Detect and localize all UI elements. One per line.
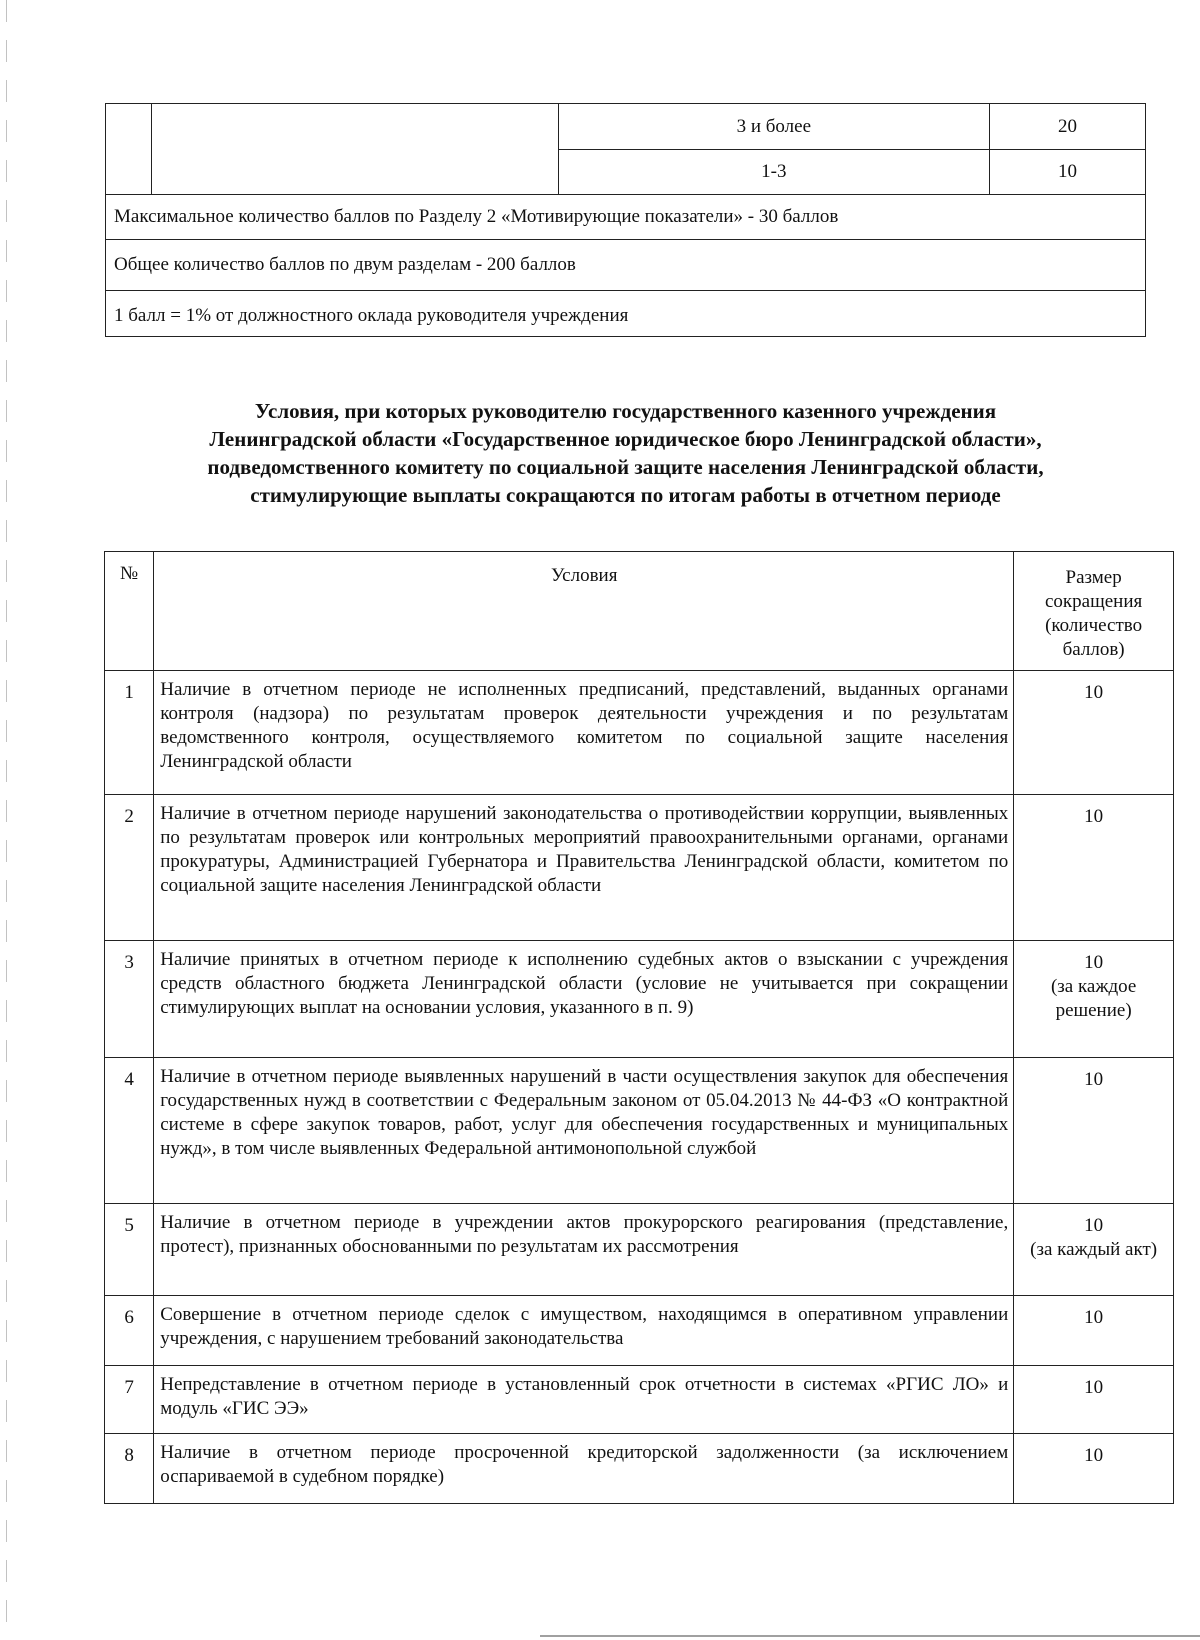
header-num: № [105, 552, 154, 671]
row-num: 3 [105, 941, 154, 1058]
row-points [1014, 671, 1174, 795]
points-value: 10 [1084, 1215, 1104, 1236]
empty-indicator-cell [151, 104, 558, 195]
score-range: 3 и более [558, 104, 990, 150]
summary-text: Максимальное количество баллов по Разделу 2 «Мотивирующие показатели» - 30 баллов [106, 195, 1146, 240]
points-value: 10 [1084, 1307, 1104, 1328]
conditions-heading [105, 397, 1146, 509]
table-row [105, 795, 1174, 941]
score-row [106, 104, 1146, 150]
row-points [1014, 1296, 1174, 1366]
row-num: 4 [105, 1058, 154, 1204]
reduction-conditions-table [104, 551, 1174, 1504]
table-row [105, 1434, 1174, 1504]
header-reduction-line: (количество [1045, 615, 1143, 636]
empty-num-cell [106, 104, 152, 195]
points-value: 10 [1084, 1377, 1104, 1398]
header-reduction [1014, 552, 1174, 671]
heading-line: стимулирующие выплаты сокращаются по итогам работы в отчетном периоде [250, 483, 1001, 507]
table-row [105, 1204, 1174, 1296]
summary-row-total [106, 240, 1146, 291]
row-num: 5 [105, 1204, 154, 1296]
row-num: 1 [105, 671, 154, 795]
score-points: 20 [990, 104, 1146, 150]
row-points [1014, 1204, 1174, 1296]
row-condition: Непредставление в отчетном периоде в установленный срок отчетности в системах «РГИС ЛО» и модуль «ГИС ЭЭ» [154, 1366, 1014, 1434]
heading-line: Ленинградской области «Государственное юридическое бюро Ленинградской области», [209, 427, 1042, 451]
points-value: 10 [1084, 806, 1104, 827]
summary-row-point-value [106, 291, 1146, 337]
score-range: 1-3 [558, 150, 990, 195]
points-value: 10 [1084, 1069, 1104, 1090]
row-points [1014, 1434, 1174, 1504]
header-reduction-line: Размер [1065, 567, 1122, 588]
summary-text: Общее количество баллов по двум разделам - 200 баллов [106, 240, 1146, 291]
row-points [1014, 1058, 1174, 1204]
row-condition: Совершение в отчетном периоде сделок с имуществом, находящимся в оперативном управлении учреждения, с нарушением требований законодательства [154, 1296, 1014, 1366]
scan-edge-left [6, 0, 7, 1640]
header-reduction-line: сокращения [1044, 591, 1143, 612]
scan-edge-bottom [540, 1635, 1200, 1637]
table-row [105, 671, 1174, 795]
heading-line: Условия, при которых руководителю государственного казенного учреждения [254, 399, 997, 423]
heading-line: подведомственного комитету по социальной защите населения Ленинградской области, [207, 455, 1044, 479]
summary-text: 1 балл = 1% от должностного оклада руководителя учреждения [106, 291, 1146, 337]
row-points [1014, 1366, 1174, 1434]
row-condition: Наличие принятых в отчетном периоде к исполнению судебных актов о взыскании с учреждения средств областного бюджета Ленинградской области (условие не учитывается при сокращении стимулирующих выплат на основании условия, указанного в п. 9) [154, 941, 1014, 1058]
row-num: 7 [105, 1366, 154, 1434]
row-condition: Наличие в отчетном периоде выявленных нарушений в части осуществления закупок для обеспечения государственных нужд в соответствии с Федеральным законом от 05.04.2013 № 44-ФЗ «О контрактной системе в сфере закупок товаров, работ, услуг для обеспечения государственных и муниципальных нужд», в том числе выявленных Федеральной антимонопольной службой [154, 1058, 1014, 1204]
row-condition: Наличие в отчетном периоде нарушений законодательства о противодействии коррупции, выявленных по результатам проверок или контрольных мероприятий правоохранительными органами, органами прокуратуры, Администрацией Губернатора и Правительства Ленинградской области, комитетом по социальной защите населения Ленинградской области [154, 795, 1014, 941]
header-condition: Условия [154, 552, 1014, 671]
row-condition: Наличие в отчетном периоде не исполненных предписаний, представлений, выданных органами контроля (надзора) по результатам проверок деятельности учреждения и по результатам ведомственного контроля, осуществляемого комитетом по социальной защите населения Ленинградской области [154, 671, 1014, 795]
table-row [105, 1366, 1174, 1434]
points-value: 10 [1084, 682, 1104, 703]
row-num: 2 [105, 795, 154, 941]
row-condition: Наличие в отчетном периоде просроченной кредиторской задолженности (за исключением оспариваемой в судебном порядке) [154, 1434, 1014, 1504]
row-points [1014, 795, 1174, 941]
header-reduction-line: баллов) [1062, 639, 1125, 660]
row-num: 8 [105, 1434, 154, 1504]
points-note: (за каждый акт) [1030, 1239, 1158, 1260]
row-condition: Наличие в отчетном периоде в учреждении актов прокурорского реагирования (представление, протест), признанных обоснованными по результатам их рассмотрения [154, 1204, 1014, 1296]
summary-row-max-section2 [106, 195, 1146, 240]
row-num: 6 [105, 1296, 154, 1366]
points-value: 10 [1084, 1445, 1104, 1466]
score-points: 10 [990, 150, 1146, 195]
table-header-row [105, 552, 1174, 671]
motivating-indicators-table-tail [105, 103, 1146, 337]
table-row [105, 1296, 1174, 1366]
points-value: 10 [1084, 952, 1104, 973]
row-points [1014, 941, 1174, 1058]
table-row [105, 1058, 1174, 1204]
points-note: (за каждое решение) [1050, 976, 1137, 1021]
table-row [105, 941, 1174, 1058]
